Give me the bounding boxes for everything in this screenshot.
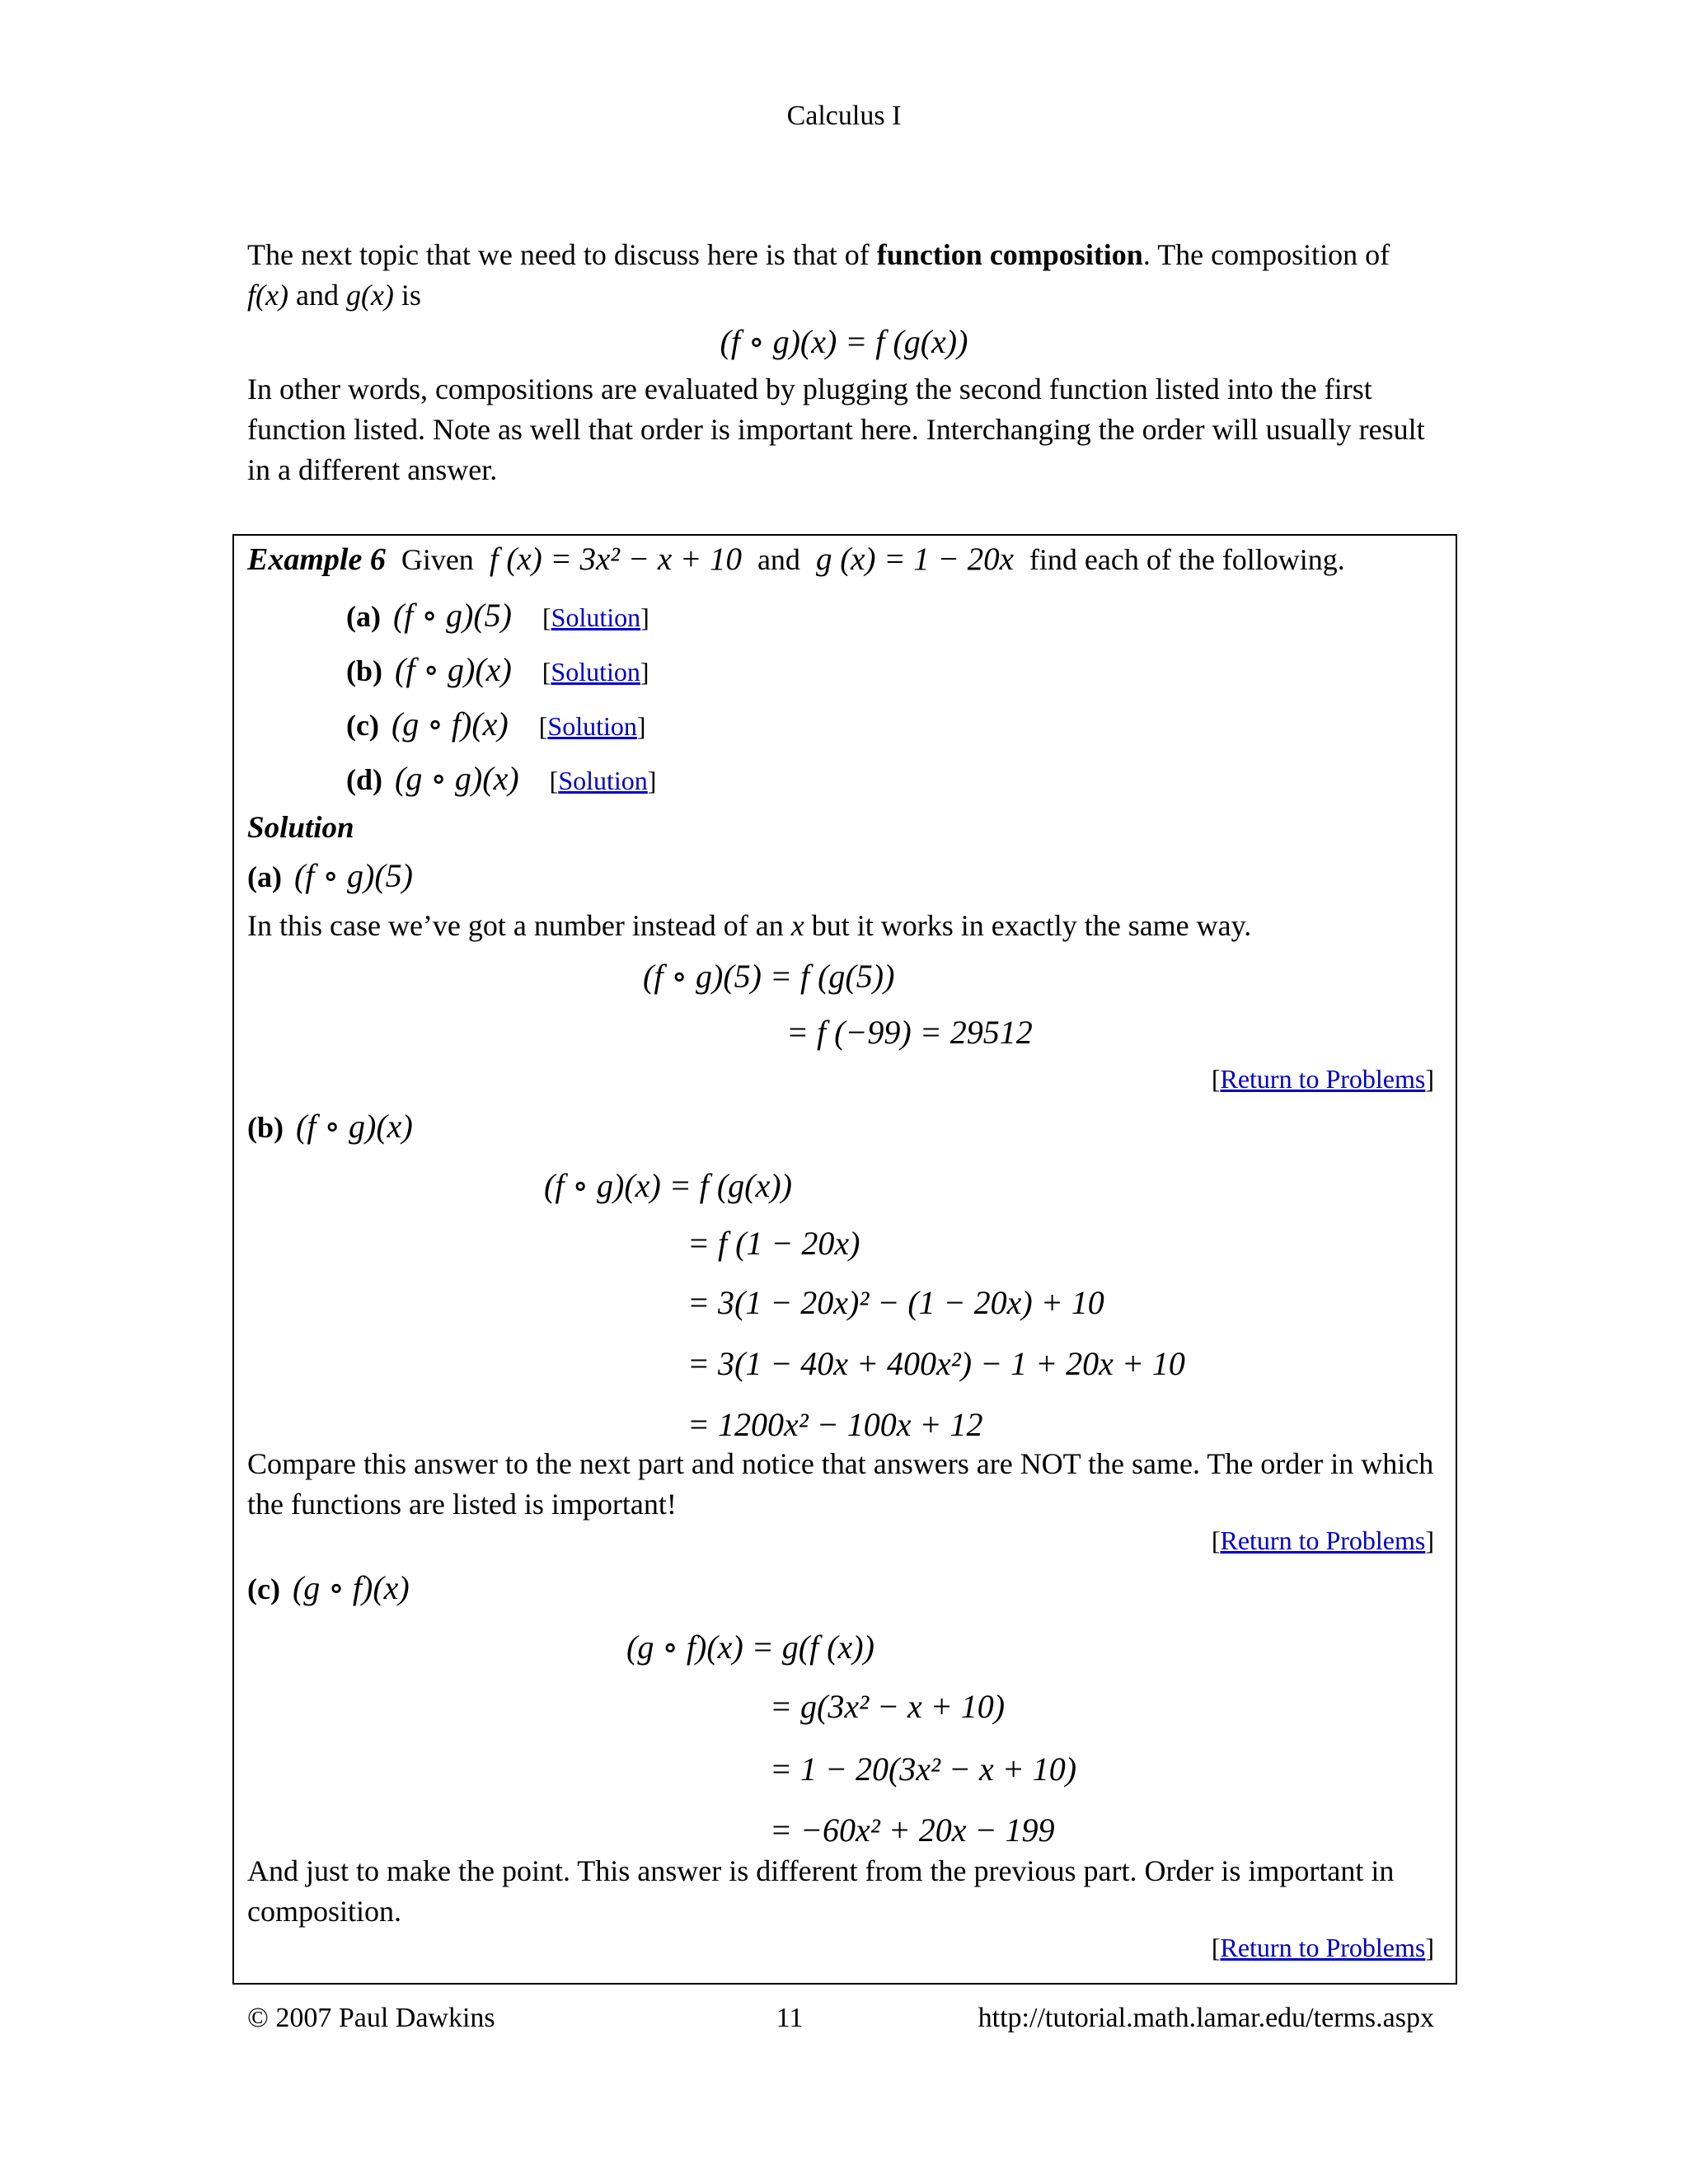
part-a-line-2: = f (−99) = 29512 [786,1014,1033,1051]
part-c-note: And just to make the point. This answer is different from the previous part. Order is important in composition. [247,1854,1395,1928]
return-to-problems-link-a[interactable]: Return to Problems [1220,1064,1426,1094]
solution-link-d[interactable]: Solution [558,766,648,795]
example-statement: Example 6 Given f (x) = 3x² − x + 10 and g (x) = 1 − 20x find each of the following. [247,541,1345,577]
part-c-line-3: = 1 − 20(3x² − x + 10) [770,1750,1077,1788]
part-c-heading: (c) (g ∘ f)(x) [247,1569,410,1606]
footer-copyright: © 2007 Paul Dawkins [247,2003,495,2033]
footer-page-number: 11 [776,2003,804,2033]
part-b-note: Compare this answer to the next part and notice that answers are NOT the same. The order in which the functions are listed is important! [247,1447,1434,1521]
problem-c: (c) (g ∘ f)(x) [Solution] [346,705,646,743]
page-header: Calculus I [786,101,902,131]
part-b-line-3: = 3(1 − 20x)² − (1 − 20x) + 10 [687,1284,1104,1321]
problem-a: (a) (f ∘ g)(5) [Solution] [346,597,649,634]
part-c-line-1: (g ∘ f)(x) = g(f (x)) [626,1629,874,1666]
example-label: Example 6 [247,542,386,577]
part-b-line-4: = 3(1 − 40x + 400x²) − 1 + 20x + 10 [687,1345,1185,1382]
solution-link-c[interactable]: Solution [547,711,637,741]
part-b-line-1: (f ∘ g)(x) = f (g(x)) [544,1167,792,1204]
solution-link-a[interactable]: Solution [551,602,641,632]
return-to-problems-link-c[interactable]: Return to Problems [1220,1933,1426,1962]
part-c-line-2: = g(3x² − x + 10) [770,1688,1006,1725]
solution-heading: Solution [247,811,354,845]
part-b-line-5: = 1200x² − 100x + 12 [687,1406,983,1443]
part-b-line-2: = f (1 − 20x) [687,1225,860,1262]
f-definition: f (x) = 3x² − x + 10 [489,541,742,577]
intro-paragraph-1: The next topic that we need to discuss here is that of function composition. The composition of f(x) and g(x) is [247,238,1390,312]
part-a-line-1: (f ∘ g)(5) = f (g(5)) [643,958,895,995]
part-b-return: [Return to Problems] [1211,1526,1434,1555]
part-a-text: In this case we’ve got a number instead of an x but it works in exactly the same way. [247,909,1252,942]
g-definition: g (x) = 1 − 20x [815,541,1014,577]
return-to-problems-link-b[interactable]: Return to Problems [1220,1526,1426,1555]
term-function-composition: function composition [876,238,1143,271]
part-c-return: [Return to Problems] [1211,1933,1434,1962]
part-a-return: [Return to Problems] [1211,1064,1434,1094]
problem-d: (d) (g ∘ g)(x) [Solution] [346,760,657,797]
intro-paragraph-2: In other words, compositions are evaluated by plugging the second function listed into the first function listed. Note as well that order is important here. Interchanging the order will usually result in a different answer. [247,373,1425,486]
part-a-heading: (a) (f ∘ g)(5) [247,857,413,894]
composition-formula: (f ∘ g)(x) = f (g(x)) [720,323,968,360]
footer-url: http://tutorial.math.lamar.edu/terms.aspx [978,2003,1434,2033]
part-b-heading: (b) (f ∘ g)(x) [247,1108,413,1145]
solution-link-b[interactable]: Solution [551,657,640,687]
part-c-line-4: = −60x² + 20x − 199 [770,1811,1055,1849]
problem-b: (b) (f ∘ g)(x) [Solution] [346,651,649,688]
